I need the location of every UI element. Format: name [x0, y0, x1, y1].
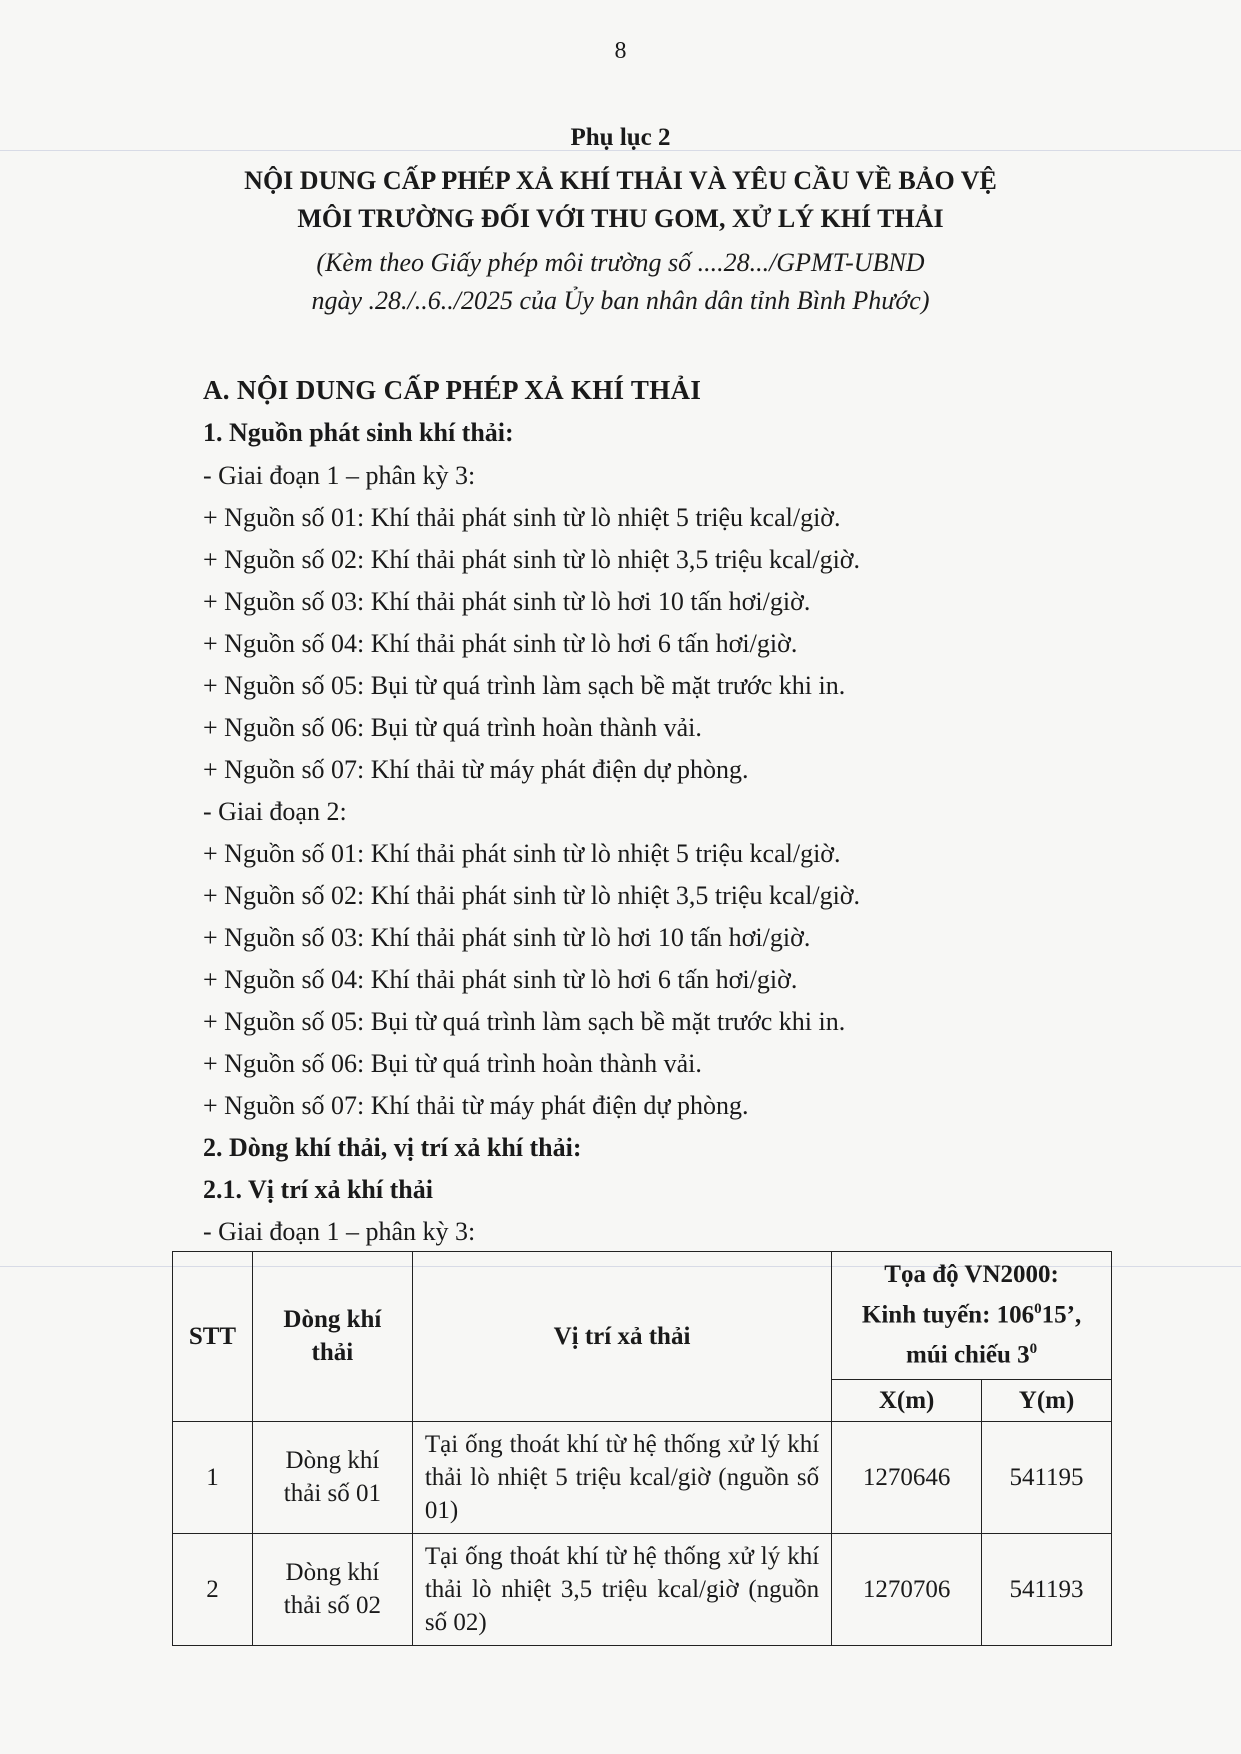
header-y: Y(m) — [982, 1379, 1112, 1421]
coord-header-line — [838, 1292, 1105, 1332]
section-a-heading: A. NỘI DUNG CẤP PHÉP XẢ KHÍ THẢI — [203, 375, 702, 405]
source-item: + Nguồn số 05: Bụi từ quá trình làm sạch bề mặt trước khi in. — [203, 1007, 846, 1036]
page-number: 8 — [614, 38, 627, 64]
source-item: + Nguồn số 07: Khí thải từ máy phát điện dự phòng. — [203, 1091, 749, 1120]
header-location: Vị trí xả thải — [412, 1252, 831, 1422]
phase-2-label: - Giai đoạn 2: — [203, 797, 347, 826]
subtitle — [0, 244, 1241, 320]
phase-1-label: - Giai đoạn 1 – phân kỳ 3: — [203, 461, 476, 490]
cell-location: Tại ống thoát khí từ hệ thống xử lý khí thải lò nhiệt 3,5 triệu kcal/giờ (nguồn số 02) — [412, 1533, 831, 1645]
section-2-1-heading: 2.1. Vị trí xả khí thải — [203, 1175, 433, 1204]
coord-header-line: Tọa độ VN2000: — [884, 1261, 1059, 1288]
cell-stream: Dòng khí thải số 01 — [252, 1421, 412, 1533]
cell-stt: 2 — [173, 1533, 253, 1645]
source-item: + Nguồn số 01: Khí thải phát sinh từ lò nhiệt 5 triệu kcal/giờ. — [203, 839, 841, 868]
cell-x: 1270706 — [832, 1533, 982, 1645]
source-item: + Nguồn số 02: Khí thải phát sinh từ lò nhiệt 3,5 triệu kcal/giờ. — [203, 545, 861, 574]
header-stream: Dòng khí thải — [252, 1252, 412, 1422]
source-item: + Nguồn số 03: Khí thải phát sinh từ lò hơi 10 tấn hơi/giờ. — [203, 587, 811, 616]
phase-1-label: - Giai đoạn 1 – phân kỳ 3: — [203, 1217, 476, 1246]
coord-header-sup: 0 — [1029, 1341, 1038, 1358]
subtitle-line: ngày .28./..6../2025 của Ủy ban nhân dân tỉnh Bình Phước) — [311, 286, 930, 315]
source-item: + Nguồn số 06: Bụi từ quá trình hoàn thành vải. — [203, 1049, 702, 1078]
table-header-row — [173, 1252, 1112, 1380]
main-title-line: MÔI TRƯỜNG ĐỐI VỚI THU GOM, XỬ LÝ KHÍ THẢI — [297, 204, 944, 233]
header-x: X(m) — [832, 1379, 982, 1421]
source-item: + Nguồn số 07: Khí thải từ máy phát điện dự phòng. — [203, 755, 749, 784]
section-1-heading: 1. Nguồn phát sinh khí thải: — [203, 418, 514, 447]
header-coordinates — [832, 1252, 1112, 1380]
cell-stream: Dòng khí thải số 02 — [252, 1533, 412, 1645]
section-2-heading: 2. Dòng khí thải, vị trí xả khí thải: — [203, 1133, 582, 1162]
coord-header-sup: 0 — [1034, 1301, 1042, 1317]
cell-y: 541195 — [982, 1421, 1112, 1533]
cell-x: 1270646 — [832, 1421, 982, 1533]
subtitle-line: (Kèm theo Giấy phép môi trường số ....28.../GPMT-UBND — [316, 248, 925, 277]
coord-header-text: 15’, — [1041, 1301, 1082, 1329]
source-item: + Nguồn số 01: Khí thải phát sinh từ lò nhiệt 5 triệu kcal/giờ. — [203, 503, 841, 532]
cell-location: Tại ống thoát khí từ hệ thống xử lý khí thải lò nhiệt 5 triệu kcal/giờ (nguồn số 01) — [412, 1421, 831, 1533]
discharge-location-table — [172, 1251, 1112, 1646]
source-item: + Nguồn số 02: Khí thải phát sinh từ lò nhiệt 3,5 triệu kcal/giờ. — [203, 881, 861, 910]
coord-header-text: Kinh tuyến: 106 — [861, 1301, 1035, 1329]
cell-y: 541193 — [982, 1533, 1112, 1645]
source-item: + Nguồn số 04: Khí thải phát sinh từ lò hơi 6 tấn hơi/giờ. — [203, 965, 798, 994]
source-item: + Nguồn số 03: Khí thải phát sinh từ lò hơi 10 tấn hơi/giờ. — [203, 923, 811, 952]
source-item: + Nguồn số 05: Bụi từ quá trình làm sạch bề mặt trước khi in. — [203, 671, 846, 700]
appendix-title: Phụ lục 2 — [570, 124, 671, 151]
coord-header-text: múi chiếu 3 — [906, 1341, 1030, 1369]
table-row — [173, 1533, 1112, 1645]
source-item: + Nguồn số 06: Bụi từ quá trình hoàn thành vải. — [203, 713, 702, 742]
cell-stt: 1 — [173, 1421, 253, 1533]
source-item: + Nguồn số 04: Khí thải phát sinh từ lò hơi 6 tấn hơi/giờ. — [203, 629, 798, 658]
main-title — [0, 162, 1241, 238]
main-title-line: NỘI DUNG CẤP PHÉP XẢ KHÍ THẢI VÀ YÊU CẦU VỀ BẢO VỆ — [244, 166, 997, 195]
header-stt: STT — [173, 1252, 253, 1422]
coord-header-line — [838, 1332, 1105, 1372]
table-row — [173, 1421, 1112, 1533]
